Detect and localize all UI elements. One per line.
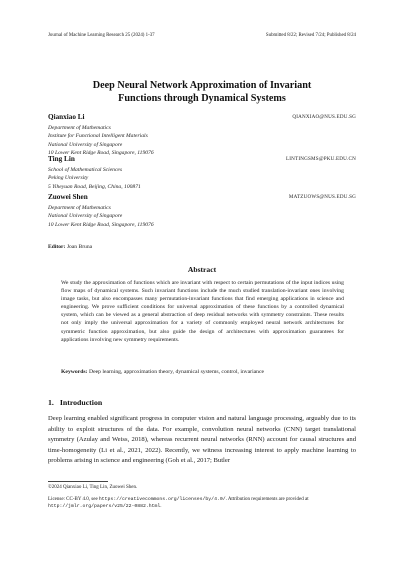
author-name: Zuowei Shen bbox=[48, 193, 88, 201]
abstract-text: We study the approximation of functions which are invariant with respect to certain permutations of the input indices using flow maps of dynamical systems. Such invariant functions include the much studied translation-invariant ones involving image tasks, but also encompasses many permutation-invariant functions that find emerging applications in science and engineering. We prove sufficient conditions for universal approximation of these functions by a controlled dynamical system, which can be viewed as a general abstraction of deep residual networks with symmetry constraints. These results not only imply the universal approximation for a variety of commonly employed neural network architectures for symmetric function approximation, but also guide the design of architectures with approximation guarantees for applications involving new symmetry requirements. bbox=[61, 280, 344, 343]
section-number: 1. bbox=[48, 398, 54, 407]
section-heading bbox=[48, 398, 102, 407]
license-notice: License: CC-BY 4.0, see https://creativecommons.org/licenses/by/4.0/. Attribution requirements are provided at http://jmlr.org/papers/v25/22-0882.html. bbox=[48, 497, 309, 509]
introduction-text: Deep learning enabled significant progress in computer vision and natural language processing, arguably due to its ability to exploit structures of the data. For example, convolution neural networks (CNN) target translational symmetry (Azulay and Weiss, 2018), whereas recurrent neural networks (RNN) account for causal structures and time-homogeneity (Li et al., 2021, 2022). Recently, we witness increasing interest to apply machine learning to problems arising in science and engineering (Goh et al., 2017; Butler bbox=[48, 415, 356, 465]
author-affiliation: Department of Mathematics National University of Singapore 10 Lower Kent Ridge Road, Singapore, 119076 bbox=[48, 205, 154, 228]
keywords-text: Deep learning, approximation theory, dynamical systems, control, invariance bbox=[88, 369, 265, 375]
editor-line bbox=[48, 244, 92, 250]
author-name: Qianxiao Li bbox=[48, 113, 85, 121]
keywords-line bbox=[61, 368, 344, 376]
paper-title-line-2: Functions through Dynamical Systems bbox=[118, 93, 286, 104]
submission-dates: Submitted 8/22; Revised 7/24; Published 8/24 bbox=[265, 33, 356, 38]
editor-name: Joan Bruna bbox=[66, 244, 93, 250]
author-email: QIANXIAO@NUS.EDU.SG bbox=[292, 114, 356, 120]
license-link[interactable]: https://creativecommons.org/licenses/by/4.0/ bbox=[98, 497, 226, 502]
footnote-rule bbox=[48, 481, 108, 482]
paper-title-line-1: Deep Neural Network Approximation of Invariant bbox=[92, 80, 312, 91]
attribution-link[interactable]: http://jmlr.org/papers/v25/22-0882.html bbox=[48, 504, 161, 509]
section-title: Introduction bbox=[59, 398, 103, 407]
author-email: LINTINGSMS@PKU.EDU.CN bbox=[285, 156, 356, 162]
author-email: MATZUOWS@NUS.EDU.SG bbox=[288, 194, 356, 200]
author-affiliation: School of Mathematical Sciences Peking University 5 Yiheyuan Road, Beijing, China, 100871 bbox=[48, 167, 141, 190]
author-affiliation: Department of Mathematics Institute for Functional Intelligent Materials National University of Singapore 10 Lower Kent Ridge Road, Singapore, 119076 bbox=[48, 125, 154, 156]
author-name: Ting Lin bbox=[48, 155, 75, 163]
journal-header: Journal of Machine Learning Research 25 (2024) 1-37 bbox=[48, 33, 155, 38]
editor-label: Editor: bbox=[48, 244, 66, 250]
copyright-notice: ©2024 Qianxiao Li, Ting Lin, Zuowei Shen. bbox=[48, 485, 138, 490]
keywords-label: Keywords: bbox=[61, 369, 88, 375]
abstract-heading: Abstract bbox=[187, 265, 217, 274]
